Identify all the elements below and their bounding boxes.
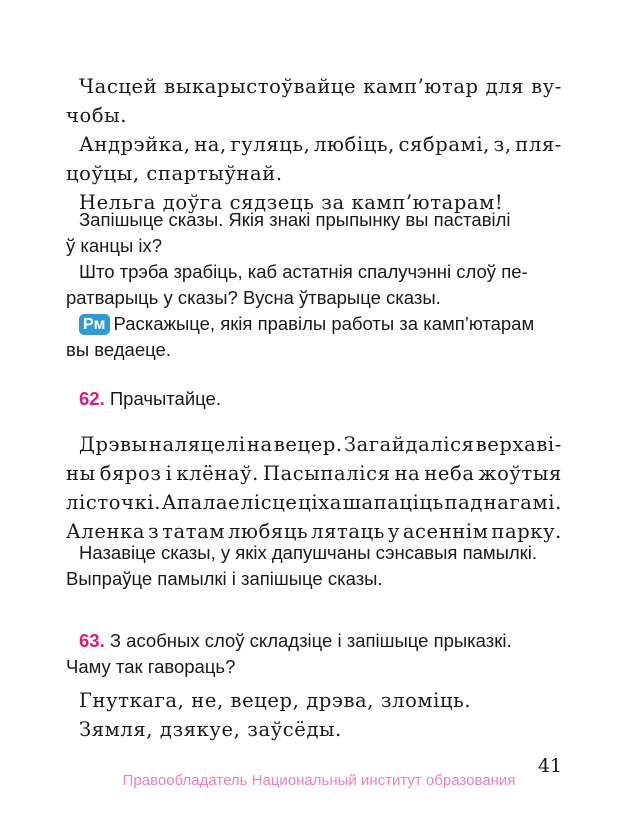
text-line: Запішыце сказы. Якія знакі прыпынку вы паставілі xyxy=(79,209,511,230)
page-number: 41 xyxy=(537,755,562,777)
text-line: Рм Раскажыце, якія правілы работы за камп’ютарам xyxy=(74,311,562,337)
exercise-63-text xyxy=(74,686,562,744)
task-1 xyxy=(66,207,562,363)
text-line: лісточкі. Апалае лісце ціха шапаціць пад нагамі. xyxy=(66,491,562,514)
text-line: Нельга доўга сядзець за камп’ютарам! xyxy=(79,191,504,214)
copyright-footer: Правообладатель Национальный институт образования xyxy=(122,772,516,789)
text-line: Выпраўце памылкі і запішыце сказы. xyxy=(66,568,383,589)
exercise-62-text xyxy=(66,430,562,546)
text-line: Гнуткага, не, вецер, дрэва, зломіць. xyxy=(79,689,472,712)
text-line: цоўцы, спартыўнай. xyxy=(66,162,283,185)
text-line: Дрэвы наляцелі на вецер. Загайдаліся верхаві- xyxy=(79,433,562,456)
paragraph-1 xyxy=(66,72,562,217)
text-line: ны бяроз і клёнаў. Пасыпаліся на неба жоўтыя xyxy=(66,462,562,485)
text-line: ратварыць у сказы? Вусна ўтварыце сказы. xyxy=(66,287,441,308)
exercise-number: 63. xyxy=(79,630,105,651)
text-line: Зямля, дзякуе, заўсёды. xyxy=(79,718,342,741)
exercise-63-heading xyxy=(66,628,562,680)
text-line: чобы. xyxy=(66,104,128,127)
text-line: Аленка з татам любяць лятаць у асеннім парку. xyxy=(66,520,562,543)
text-line: Назавіце сказы, у якіх дапушчаны сэнсавыя памылкі. xyxy=(79,542,538,563)
speech-badge-icon: Рм xyxy=(79,314,110,335)
exercise-instruction: Прачытайце. xyxy=(109,388,221,409)
text-line: вы ведаеце. xyxy=(66,339,171,360)
text-line: Што трэба зрабіць, каб астатнія спалучэнні слоў пе- xyxy=(79,261,528,282)
exercise-62-heading xyxy=(74,386,562,412)
exercise-number: 62. xyxy=(79,388,105,409)
text-line: Андрэйка, на, гуляць, любіць, сябрамі, з, пля- xyxy=(79,133,562,156)
exercise-62-task xyxy=(66,540,562,592)
text-line: Чаму так гавораць? xyxy=(66,656,236,677)
text-line: Часцей выкарыстоўвайце камп’ютар для ву- xyxy=(79,75,562,98)
exercise-instruction: З асобных слоў складзіце і запішыце прыказкі. xyxy=(109,630,512,651)
text-line: ў канцы іх? xyxy=(66,235,163,256)
